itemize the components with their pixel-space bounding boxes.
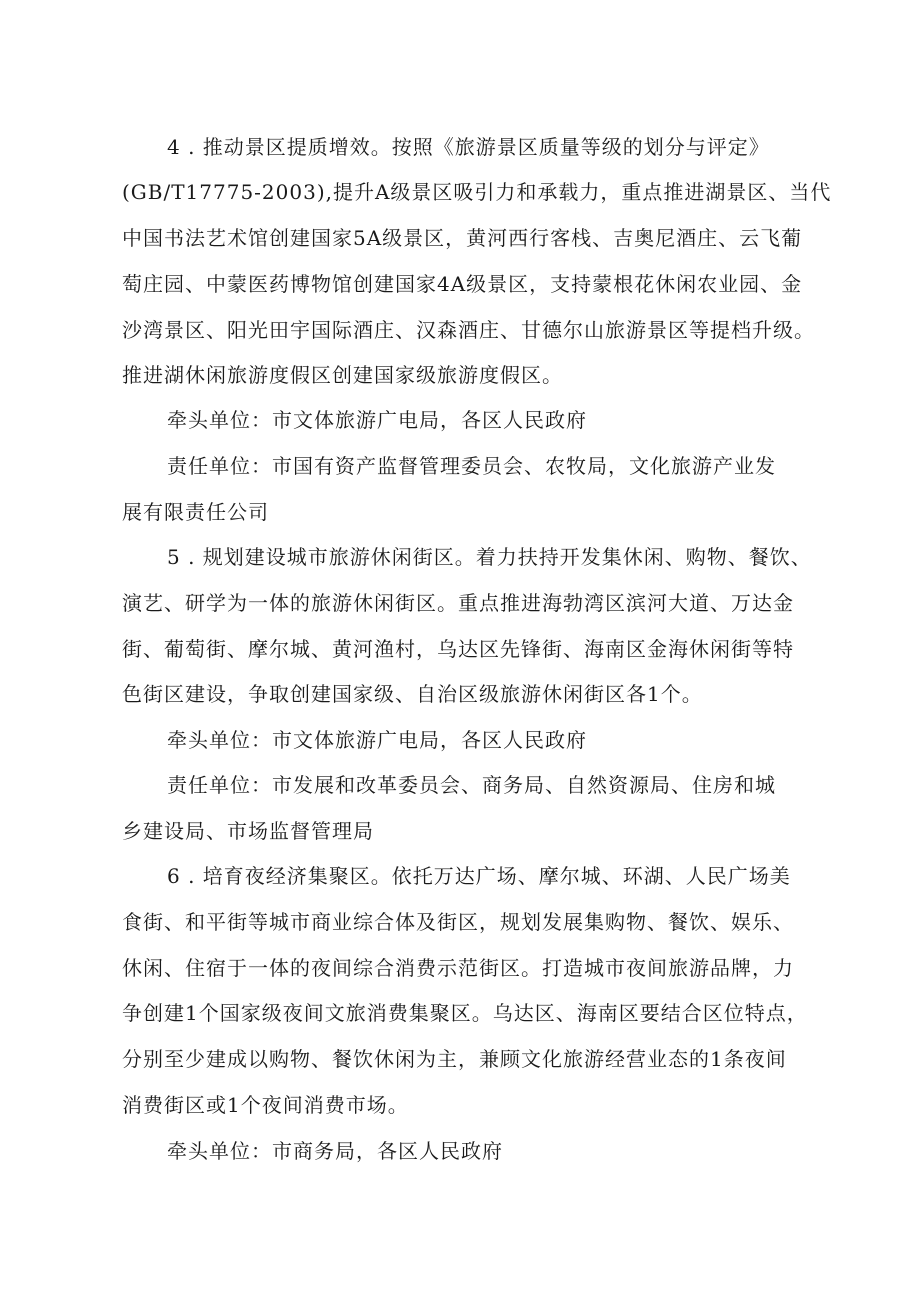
item-5-resp-unit-line-2: 乡建设局、市场监督管理局 (122, 819, 374, 843)
item-4-resp-unit-line-1: 责任单位：市国有资产监督管理委员会、农牧局，文化旅游产业发 (167, 454, 776, 478)
item-6-line-6: 消费街区或1个夜间消费市场。 (122, 1093, 409, 1117)
item-6-line-1: 6 . 培育夜经济集聚区。依托万达广场、摩尔城、环湖、人民广场美 (167, 864, 791, 888)
item-6-line-5: 分别至少建成以购物、餐饮休闲为主，兼顾文化旅游经营业态的1条夜间 (122, 1047, 787, 1071)
item-4-line-2: (GB/T17775-2003),提升A级景区吸引力和承载力，重点推进湖景区、当代 (122, 180, 832, 204)
item-4-line-1: 4 . 推动景区提质增效。按照《旅游景区质量等级的划分与评定》 (167, 135, 770, 159)
item-6-line-2: 食街、和平街等城市商业综合体及街区，规划发展集购物、餐饮、娱乐、 (122, 910, 794, 934)
item-4-line-4: 萄庄园、中蒙医药博物馆创建国家4A级景区，支持蒙根花休闲农业园、金 (122, 272, 803, 296)
item-5-resp-unit-line-1: 责任单位：市发展和改革委员会、商务局、自然资源局、住房和城 (167, 773, 776, 797)
item-4-line-6: 推进湖休闲旅游度假区创建国家级旅游度假区。 (122, 363, 563, 387)
item-5-lead-unit: 牵头单位：市文体旅游广电局，各区人民政府 (167, 728, 587, 752)
item-5-line-4: 色街区建设，争取创建国家级、自治区级旅游休闲街区各1个。 (122, 682, 703, 706)
item-6-lead-unit: 牵头单位：市商务局，各区人民政府 (167, 1139, 503, 1163)
item-5-line-1: 5 . 规划建设城市旅游休闲街区。着力扶持开发集休闲、购物、餐饮、 (167, 545, 812, 569)
item-6-line-4: 争创建1个国家级夜间文旅消费集聚区。乌达区、海南区要结合区位特点， (122, 1001, 808, 1025)
item-4-lead-unit: 牵头单位：市文体旅游广电局，各区人民政府 (167, 408, 587, 432)
item-4-resp-unit-line-2: 展有限责任公司 (122, 500, 269, 524)
item-4-line-5: 沙湾景区、阳光田宇国际酒庄、汉森酒庄、甘德尔山旅游景区等提档升级。 (122, 318, 815, 342)
item-5-line-2: 演艺、研学为一体的旅游休闲街区。重点推进海勃湾区滨河大道、万达金 (122, 591, 794, 615)
item-5-line-3: 街、葡萄街、摩尔城、黄河渔村，乌达区先锋街、海南区金海休闲街等特 (122, 637, 794, 661)
item-4-line-3: 中国书法艺术馆创建国家5A级景区，黄河西行客栈、吉奥尼酒庄、云飞葡 (122, 226, 803, 250)
item-6-line-3: 休闲、住宿于一体的夜间综合消费示范街区。打造城市夜间旅游品牌，力 (122, 956, 794, 980)
